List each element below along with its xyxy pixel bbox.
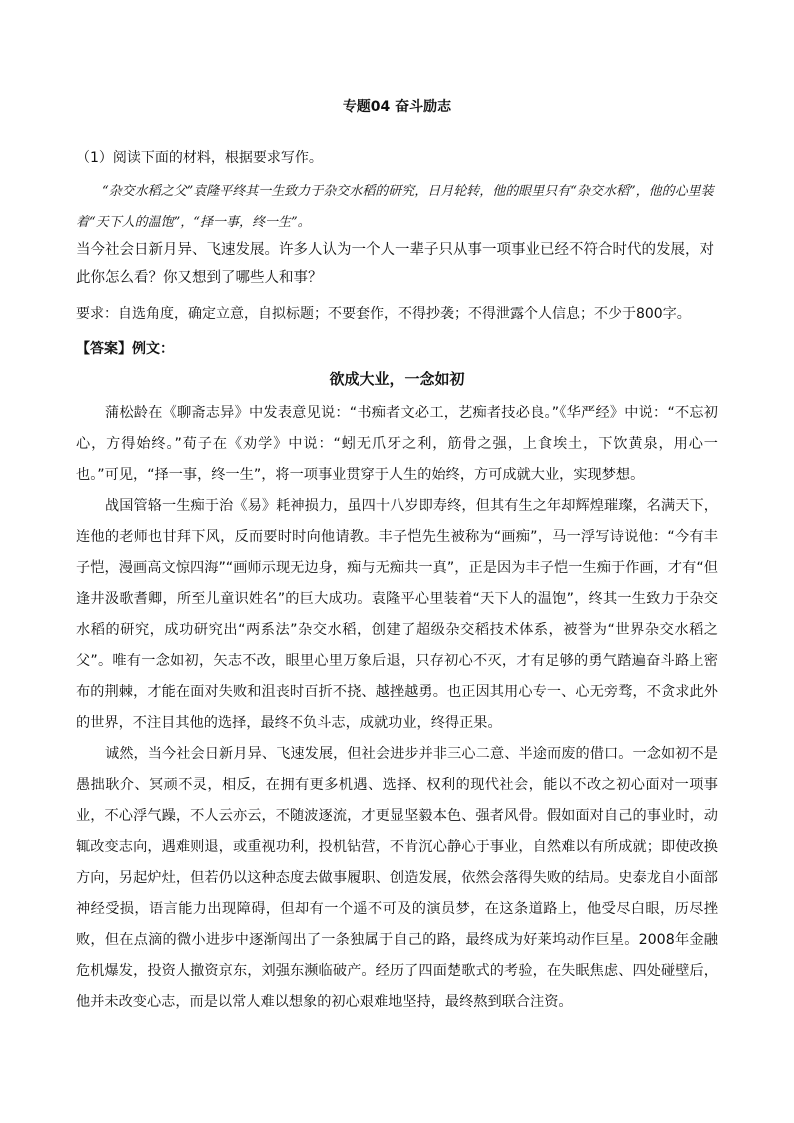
essay-paragraph: 诚然，当今社会日新月异、飞速发展，但社会进步并非三心二意、半途而废的借口。一念如初不是愚拙耿介、冥顽不灵，相反，在拥有更多机遇、选择、权利的现代社会，能以不改之初心面对一项事业，不心浮气躁，不人云亦云，不随波逐流，才更显坚毅本色、强者风骨。假如面对自己的事业时，动辄改变志向，遇难则退，或重视功利，投机钻营，不肯沉心静心于事业，自然难以有所成就；即使改换方向，另起炉灶，但若仍以这种态度去做事履职、创造发展，依然会落得失败的结局。史泰龙自小面部神经受损，语言能力出现障碍，但却有一个遥不可及的演员梦，在这条道路上，他受尽白眼，历尽挫败，但在点滴的微小进步中逐渐闯出了一条独属于自己的路，最终成为好莱坞动作巨星。2008年金融危机爆发，投资人撤资京东，刘强东濒临破产。经历了四面楚歌式的考验，在失眠焦虑、四处碰壁后，他并未改变心志，而是以常人难以想象的初心艰难地坚持，最终熬到联合注资。: [76, 746, 718, 1010]
material-passage: [76, 176, 718, 238]
answer-label: 【答案】例文：: [76, 341, 174, 357]
essay-paragraph: 蒲松龄在《聊斋志异》中发表意见说：“书痴者文必工，艺痴者技必良。”《华严经》中说：“不忘初心，方得始终。”荀子在《劝学》中说：“蚓无爪牙之利，筋骨之强，上食埃土，下饮黄泉，用心一也。”可见，“择一事，终一生”，将一项事业贯穿于人生的始终，方可成就大业，实现梦想。: [76, 405, 718, 483]
essay-paragraph: 战国管辂一生痴于治《易》耗神损力，虽四十八岁即寿终，但其有生之年却辉煌璀璨，名满天下，连他的老师也甘拜下风，反而要时时向他请教。丰子恺先生被称为“画痴”，马一浮写诗说他：“今有丰子恺，漫画高文惊四海”“画师示现无边身，痴与无痴共一真”，正是因为丰子恺一生痴于作画，才有“但逢井汲歌耆卿，所至儿童识姓名”的巨大成功。袁隆平心里装着“天下人的温饱”，终其一生致力于杂交水稻的研究，成功研究出“两系法”杂交水稻，创建了超级杂交稻技术体系，被誉为“世界杂交水稻之父”。唯有一念如初，矢志不改，眼里心里万象后退，只存初心不灭，才有足够的勇气踏遍奋斗路上密布的荆棘，才能在面对失败和沮丧时百折不挠、越挫越勇。也正因其用心专一、心无旁骛，不贪求此外的世界，不注目其他的选择，最终不负斗志，成就功业，终得正果。: [76, 498, 718, 731]
material-text: “杂交水稻之父”袁隆平终其一生致力于杂交水稻的研究，日月轮转，他的眼里只有“杂交水稻”，他的心里装着“天下人的温饱”，“择一事，终一生”。: [76, 184, 714, 230]
essay-body: [76, 398, 718, 1018]
question-instruction: （1）阅读下面的材料，根据要求写作。: [76, 150, 323, 166]
document-title: 专题04 奋斗励志: [342, 99, 452, 115]
essay-title: 欲成大业，一念如初: [329, 370, 465, 388]
writing-requirements: 要求：自选角度，确定立意，自拟标题；不要套作，不得抄袭；不得泄露个人信息；不少于800字。: [76, 306, 691, 322]
writing-prompt: 当今社会日新月异、飞速发展。许多人认为一个人一辈子只从事一项事业已经不符合时代的发展，对此你怎么看？你又想到了哪些人和事？: [76, 242, 714, 286]
